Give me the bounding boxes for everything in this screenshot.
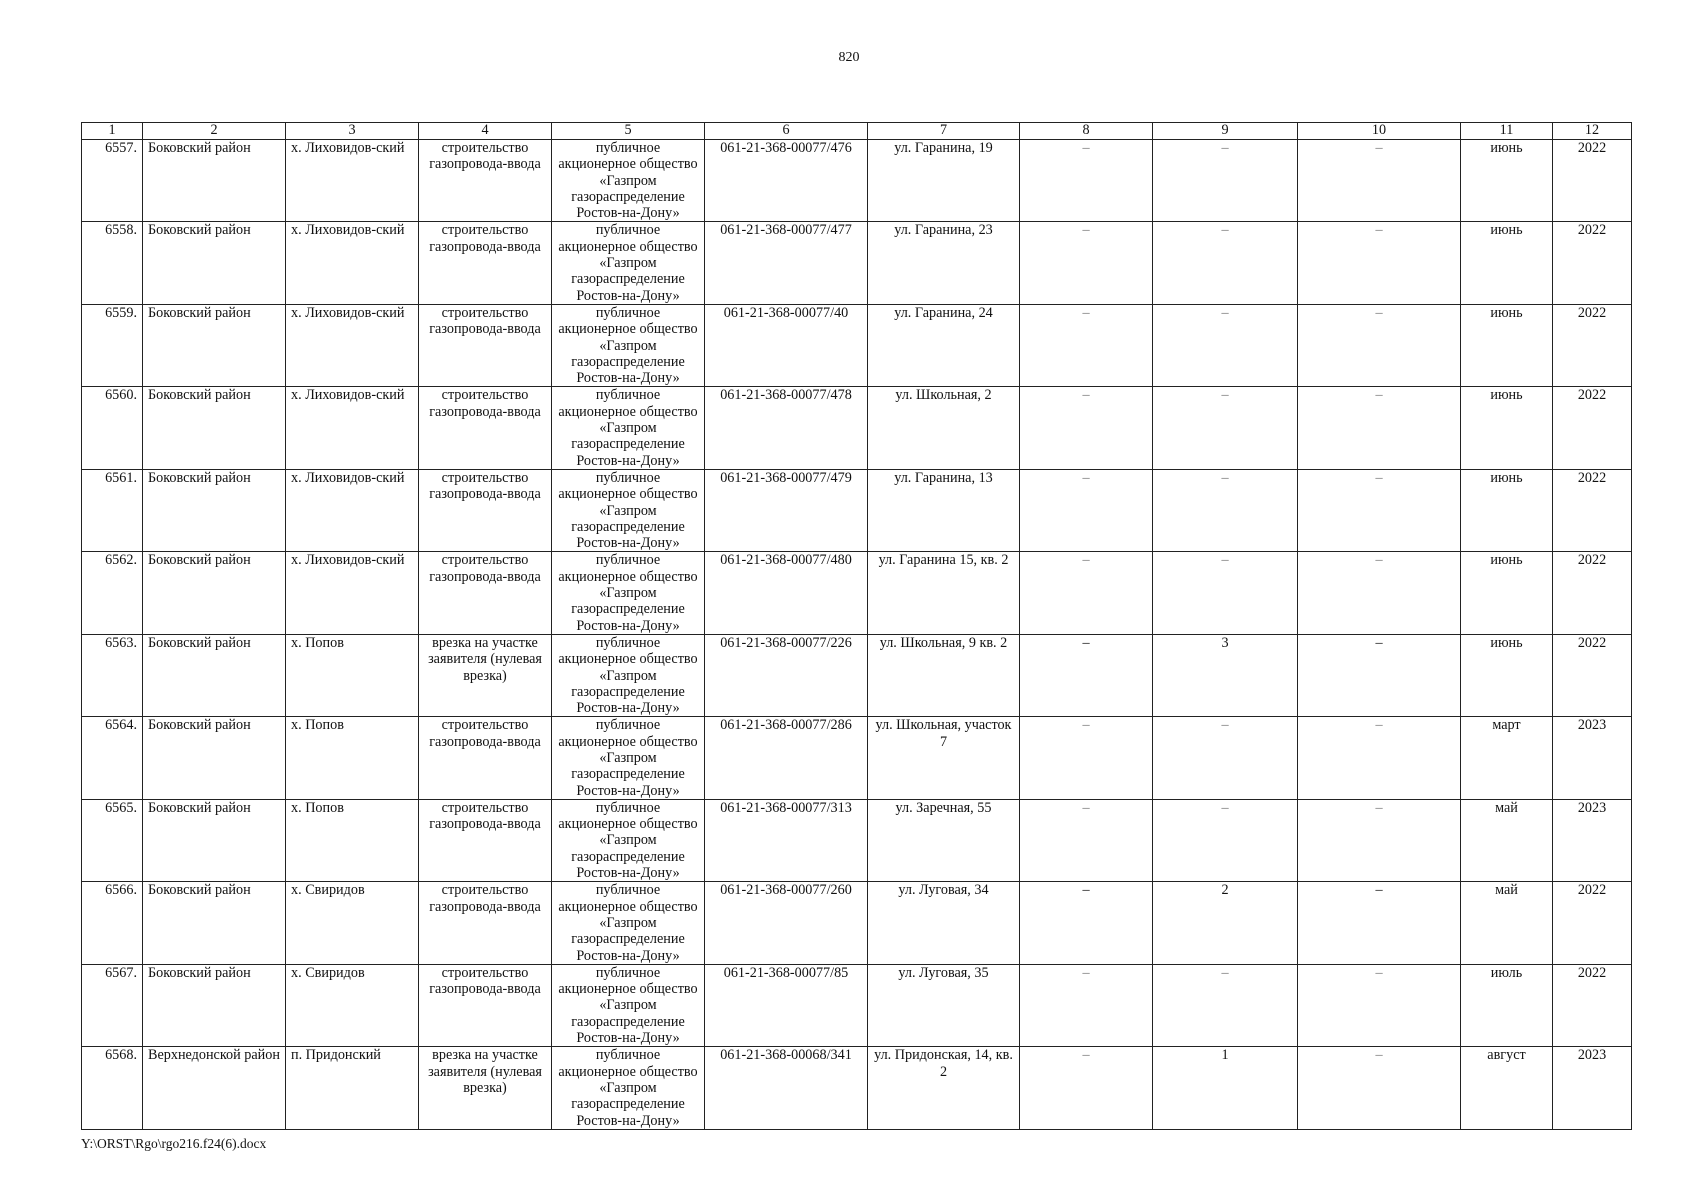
col8-cell: –	[1020, 634, 1153, 716]
table-row	[82, 387, 1632, 469]
code-cell: 061-21-368-00077/260	[705, 882, 868, 964]
work-type-cell: строительство газопровода-ввода	[419, 717, 552, 799]
column-header: 11	[1461, 123, 1553, 140]
district-cell: Боковский район	[143, 222, 286, 304]
district-cell: Боковский район	[143, 469, 286, 551]
district-cell: Боковский район	[143, 304, 286, 386]
col10-cell: –	[1298, 140, 1461, 222]
col10-cell: –	[1298, 222, 1461, 304]
col9-cell: –	[1153, 387, 1298, 469]
address-cell: ул. Придонская, 14, кв. 2	[868, 1047, 1020, 1129]
work-type-cell: строительство газопровода-ввода	[419, 304, 552, 386]
work-type-cell: строительство газопровода-ввода	[419, 799, 552, 881]
row-number: 6560.	[82, 387, 143, 469]
col8-cell: –	[1020, 717, 1153, 799]
col10-cell: –	[1298, 964, 1461, 1046]
col8-cell: –	[1020, 799, 1153, 881]
col10-cell: –	[1298, 1047, 1461, 1129]
settlement-cell: х. Свиридов	[286, 882, 419, 964]
year-cell: 2022	[1553, 552, 1632, 634]
row-number: 6566.	[82, 882, 143, 964]
month-cell: май	[1461, 799, 1553, 881]
settlement-cell: п. Придонский	[286, 1047, 419, 1129]
code-cell: 061-21-368-00077/479	[705, 469, 868, 551]
col8-cell: –	[1020, 140, 1153, 222]
work-type-cell: строительство газопровода-ввода	[419, 552, 552, 634]
column-header: 1	[82, 123, 143, 140]
month-cell: июнь	[1461, 634, 1553, 716]
table-row	[82, 717, 1632, 799]
organization-cell: публичное акционерное общество «Газпром газораспределение Ростов-на-Дону»	[552, 634, 705, 716]
col8-cell: –	[1020, 552, 1153, 634]
year-cell: 2022	[1553, 634, 1632, 716]
col10-cell: –	[1298, 469, 1461, 551]
page-number: 820	[838, 50, 860, 65]
organization-cell: публичное акционерное общество «Газпром газораспределение Ростов-на-Дону»	[552, 222, 705, 304]
code-cell: 061-21-368-00077/478	[705, 387, 868, 469]
col9-cell: 3	[1153, 634, 1298, 716]
year-cell: 2022	[1553, 469, 1632, 551]
row-number: 6568.	[82, 1047, 143, 1129]
code-cell: 061-21-368-00077/313	[705, 799, 868, 881]
address-cell: ул. Школьная, 2	[868, 387, 1020, 469]
col9-cell: –	[1153, 717, 1298, 799]
month-cell: июль	[1461, 964, 1553, 1046]
col8-cell: –	[1020, 222, 1153, 304]
district-cell: Боковский район	[143, 882, 286, 964]
col10-cell: –	[1298, 552, 1461, 634]
organization-cell: публичное акционерное общество «Газпром газораспределение Ростов-на-Дону»	[552, 964, 705, 1046]
table-row	[82, 222, 1632, 304]
settlement-cell: х. Лиховидов-ский	[286, 469, 419, 551]
year-cell: 2022	[1553, 387, 1632, 469]
col8-cell: –	[1020, 964, 1153, 1046]
district-cell: Боковский район	[143, 387, 286, 469]
settlement-cell: х. Попов	[286, 799, 419, 881]
row-number: 6563.	[82, 634, 143, 716]
col9-cell: 1	[1153, 1047, 1298, 1129]
table-row	[82, 799, 1632, 881]
month-cell: март	[1461, 717, 1553, 799]
file-path-footer: Y:\ORST\Rgo\rgo216.f24(6).docx	[81, 1136, 267, 1151]
table-row	[82, 304, 1632, 386]
district-cell: Боковский район	[143, 964, 286, 1046]
year-cell: 2022	[1553, 140, 1632, 222]
col10-cell: –	[1298, 717, 1461, 799]
col9-cell: –	[1153, 222, 1298, 304]
district-cell: Боковский район	[143, 799, 286, 881]
col9-cell: –	[1153, 140, 1298, 222]
settlement-cell: х. Лиховидов-ский	[286, 304, 419, 386]
year-cell: 2023	[1553, 799, 1632, 881]
col9-cell: 2	[1153, 882, 1298, 964]
organization-cell: публичное акционерное общество «Газпром газораспределение Ростов-на-Дону»	[552, 552, 705, 634]
col10-cell: –	[1298, 882, 1461, 964]
column-header: 9	[1153, 123, 1298, 140]
organization-cell: публичное акционерное общество «Газпром газораспределение Ростов-на-Дону»	[552, 387, 705, 469]
column-header: 8	[1020, 123, 1153, 140]
year-cell: 2023	[1553, 1047, 1632, 1129]
col8-cell: –	[1020, 387, 1153, 469]
row-number: 6558.	[82, 222, 143, 304]
col10-cell: –	[1298, 304, 1461, 386]
district-cell: Боковский район	[143, 717, 286, 799]
work-type-cell: строительство газопровода-ввода	[419, 140, 552, 222]
district-cell: Верхнедонской район	[143, 1047, 286, 1129]
year-cell: 2022	[1553, 304, 1632, 386]
col8-cell: –	[1020, 304, 1153, 386]
header-row	[82, 123, 1632, 140]
organization-cell: публичное акционерное общество «Газпром газораспределение Ростов-на-Дону»	[552, 799, 705, 881]
col10-cell: –	[1298, 799, 1461, 881]
month-cell: август	[1461, 1047, 1553, 1129]
registry-table	[81, 122, 1632, 1130]
column-header: 4	[419, 123, 552, 140]
address-cell: ул. Гаранина, 23	[868, 222, 1020, 304]
col10-cell: –	[1298, 387, 1461, 469]
code-cell: 061-21-368-00077/480	[705, 552, 868, 634]
col8-cell: –	[1020, 469, 1153, 551]
work-type-cell: строительство газопровода-ввода	[419, 964, 552, 1046]
column-header: 6	[705, 123, 868, 140]
year-cell: 2022	[1553, 222, 1632, 304]
month-cell: июнь	[1461, 304, 1553, 386]
address-cell: ул. Гаранина, 24	[868, 304, 1020, 386]
table-row	[82, 140, 1632, 222]
organization-cell: публичное акционерное общество «Газпром газораспределение Ростов-на-Дону»	[552, 717, 705, 799]
table-row	[82, 1047, 1632, 1129]
col9-cell: –	[1153, 469, 1298, 551]
code-cell: 061-21-368-00077/476	[705, 140, 868, 222]
settlement-cell: х. Лиховидов-ский	[286, 140, 419, 222]
column-header: 2	[143, 123, 286, 140]
row-number: 6559.	[82, 304, 143, 386]
code-cell: 061-21-368-00077/85	[705, 964, 868, 1046]
row-number: 6564.	[82, 717, 143, 799]
address-cell: ул. Гаранина 15, кв. 2	[868, 552, 1020, 634]
work-type-cell: врезка на участке заявителя (нулевая врезка)	[419, 634, 552, 716]
year-cell: 2022	[1553, 882, 1632, 964]
address-cell: ул. Луговая, 34	[868, 882, 1020, 964]
address-cell: ул. Гаранина, 13	[868, 469, 1020, 551]
organization-cell: публичное акционерное общество «Газпром газораспределение Ростов-на-Дону»	[552, 469, 705, 551]
settlement-cell: х. Лиховидов-ский	[286, 552, 419, 634]
settlement-cell: х. Попов	[286, 717, 419, 799]
col10-cell: –	[1298, 634, 1461, 716]
col9-cell: –	[1153, 799, 1298, 881]
col9-cell: –	[1153, 304, 1298, 386]
work-type-cell: строительство газопровода-ввода	[419, 469, 552, 551]
table-row	[82, 882, 1632, 964]
address-cell: ул. Школьная, 9 кв. 2	[868, 634, 1020, 716]
col9-cell: –	[1153, 552, 1298, 634]
column-header: 10	[1298, 123, 1461, 140]
table-row	[82, 964, 1632, 1046]
month-cell: июнь	[1461, 552, 1553, 634]
address-cell: ул. Заречная, 55	[868, 799, 1020, 881]
code-cell: 061-21-368-00077/286	[705, 717, 868, 799]
column-header: 7	[868, 123, 1020, 140]
column-header: 3	[286, 123, 419, 140]
month-cell: июнь	[1461, 140, 1553, 222]
month-cell: май	[1461, 882, 1553, 964]
settlement-cell: х. Лиховидов-ский	[286, 387, 419, 469]
table-row	[82, 552, 1632, 634]
row-number: 6561.	[82, 469, 143, 551]
organization-cell: публичное акционерное общество «Газпром газораспределение Ростов-на-Дону»	[552, 304, 705, 386]
district-cell: Боковский район	[143, 140, 286, 222]
year-cell: 2023	[1553, 717, 1632, 799]
month-cell: июнь	[1461, 387, 1553, 469]
col9-cell: –	[1153, 964, 1298, 1046]
row-number: 6565.	[82, 799, 143, 881]
settlement-cell: х. Свиридов	[286, 964, 419, 1046]
table-body	[82, 123, 1632, 1130]
address-cell: ул. Гаранина, 19	[868, 140, 1020, 222]
code-cell: 061-21-368-00077/40	[705, 304, 868, 386]
code-cell: 061-21-368-00077/226	[705, 634, 868, 716]
col8-cell: –	[1020, 882, 1153, 964]
table-row	[82, 469, 1632, 551]
col8-cell: –	[1020, 1047, 1153, 1129]
organization-cell: публичное акционерное общество «Газпром газораспределение Ростов-на-Дону»	[552, 882, 705, 964]
year-cell: 2022	[1553, 964, 1632, 1046]
code-cell: 061-21-368-00068/341	[705, 1047, 868, 1129]
column-header: 12	[1553, 123, 1632, 140]
work-type-cell: строительство газопровода-ввода	[419, 222, 552, 304]
month-cell: июнь	[1461, 469, 1553, 551]
column-header: 5	[552, 123, 705, 140]
month-cell: июнь	[1461, 222, 1553, 304]
code-cell: 061-21-368-00077/477	[705, 222, 868, 304]
row-number: 6567.	[82, 964, 143, 1046]
work-type-cell: врезка на участке заявителя (нулевая врезка)	[419, 1047, 552, 1129]
work-type-cell: строительство газопровода-ввода	[419, 387, 552, 469]
settlement-cell: х. Лиховидов-ский	[286, 222, 419, 304]
district-cell: Боковский район	[143, 552, 286, 634]
organization-cell: публичное акционерное общество «Газпром газораспределение Ростов-на-Дону»	[552, 140, 705, 222]
settlement-cell: х. Попов	[286, 634, 419, 716]
table-row	[82, 634, 1632, 716]
row-number: 6557.	[82, 140, 143, 222]
organization-cell: публичное акционерное общество «Газпром газораспределение Ростов-на-Дону»	[552, 1047, 705, 1129]
work-type-cell: строительство газопровода-ввода	[419, 882, 552, 964]
address-cell: ул. Школьная, участок 7	[868, 717, 1020, 799]
address-cell: ул. Луговая, 35	[868, 964, 1020, 1046]
district-cell: Боковский район	[143, 634, 286, 716]
row-number: 6562.	[82, 552, 143, 634]
